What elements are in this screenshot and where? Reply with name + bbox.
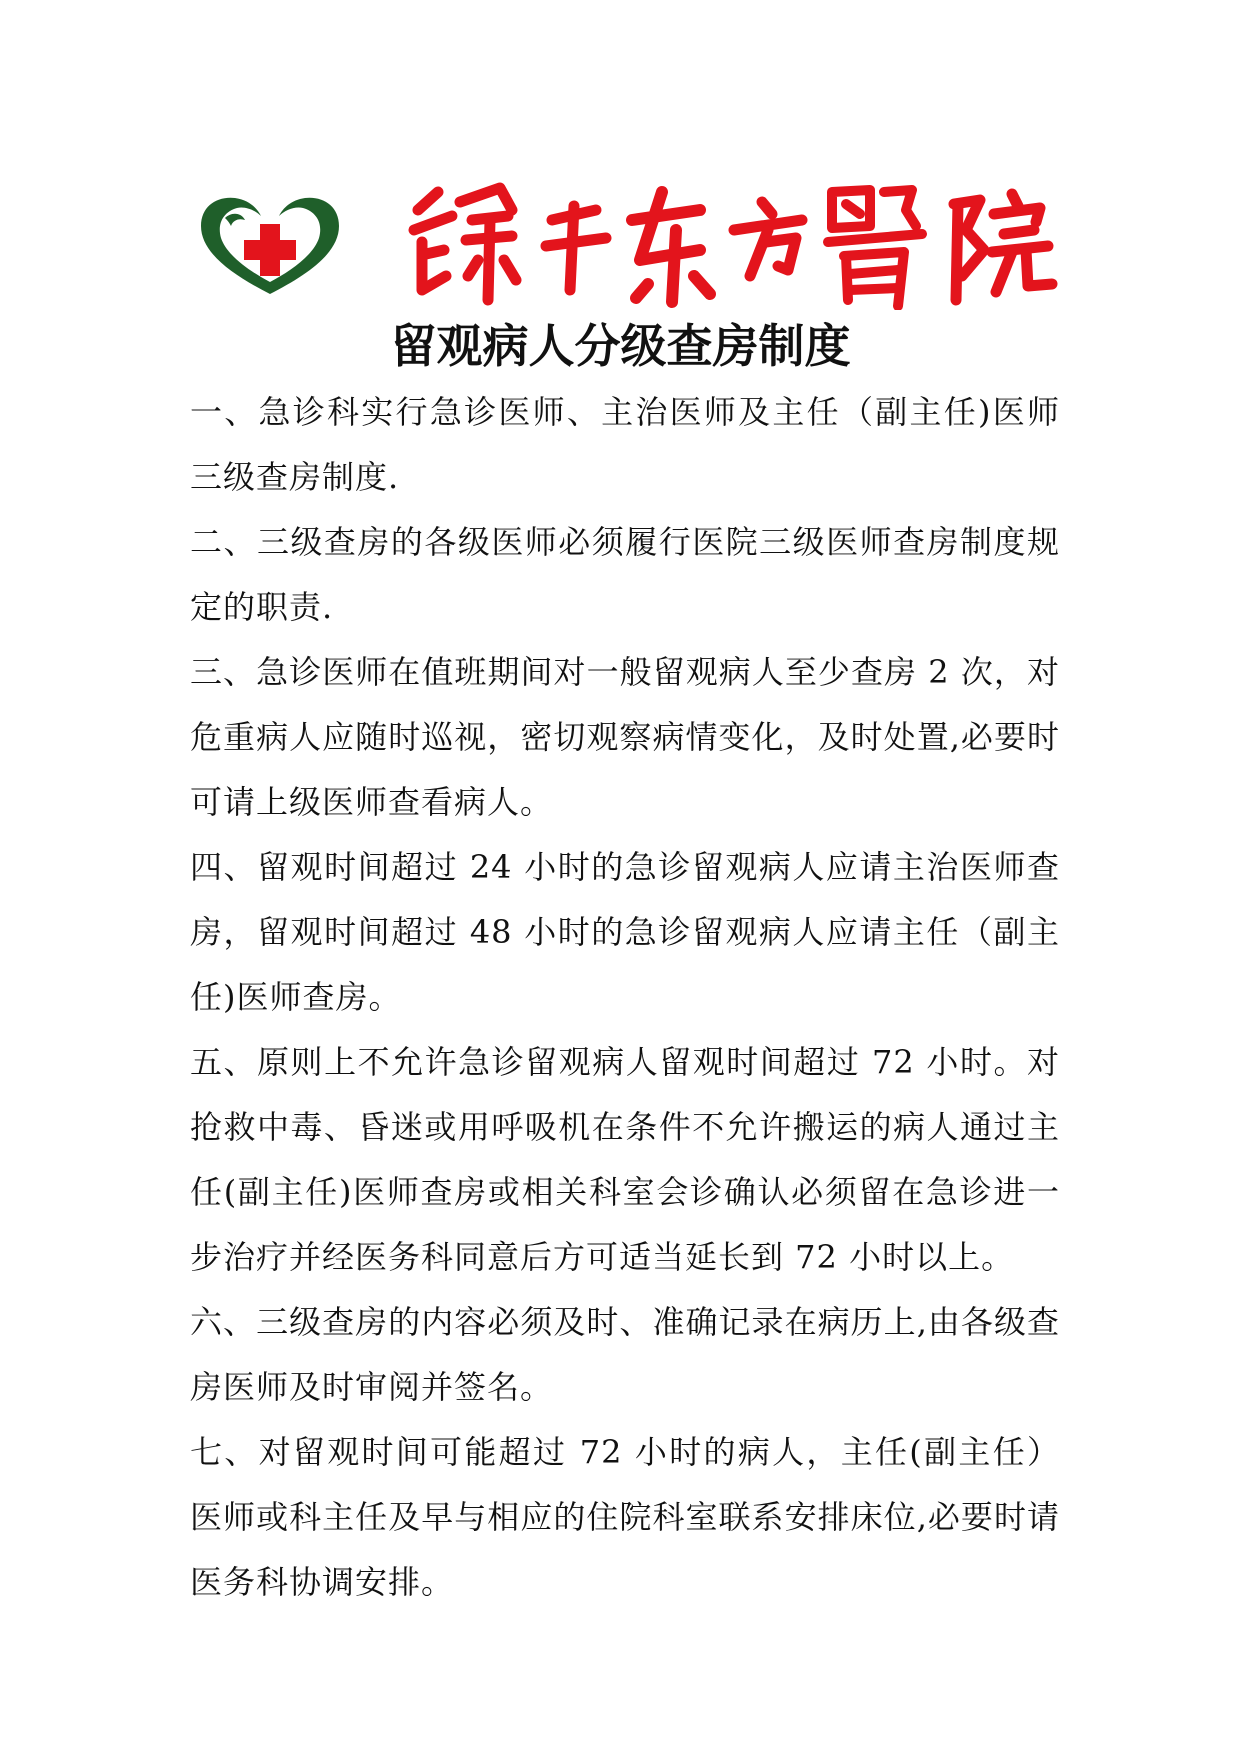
char-dong [632,192,710,302]
rule-item-5: 五、原则上不允许急诊留观病人留观时间超过 72 小时。对抢救中毒、昏迷或用呼吸机在条件不允许搬运的病人通过主任(副主任)医师查房或相关科室会诊确认必须留在急诊进一步治疗并经医务科同意后方可适当延长到 72 小时以上。 [190,1043,1060,1276]
rule-item-1: 一、急诊科实行急诊医师、主治医师及主任（副主任)医师三级查房制度. [190,393,1060,496]
document-header [195,180,1055,310]
document-title: 留观病人分级查房制度 [390,319,851,373]
document-body [190,380,1060,1615]
rule-item-4: 四、留观时间超过 24 小时的急诊留观病人应请主治医师查房，留观时间超过 48 小时的急诊留观病人应请主任（副主任)医师查房。 [190,848,1060,1016]
rule-item-3: 三、急诊医师在值班期间对一般留观病人至少查房 2 次，对危重病人应随时巡视，密切观察病情变化，及时处置,必要时可请上级医师查看病人。 [190,653,1060,821]
rule-item-2: 二、三级查房的各级医师必须履行医院三级医师查房制度规定的职责. [190,523,1060,626]
rule-item-7: 七、对留观时间可能超过 72 小时的病人，主任(副主任）医师或科主任及早与相应的住院科室联系安排床位,必要时请医务科协调安排。 [190,1433,1060,1601]
rule-item-6: 六、三级查房的内容必须及时、准确记录在病历上,由各级查房医师及时审阅并签名。 [190,1303,1060,1406]
char-gan [546,206,606,290]
char-yi [828,190,922,306]
hospital-name-calligraphy [400,180,1060,310]
heart-red-cross-icon [195,194,345,298]
char-yu [414,188,516,300]
char-yuan [954,194,1052,300]
char-fang [734,202,802,276]
